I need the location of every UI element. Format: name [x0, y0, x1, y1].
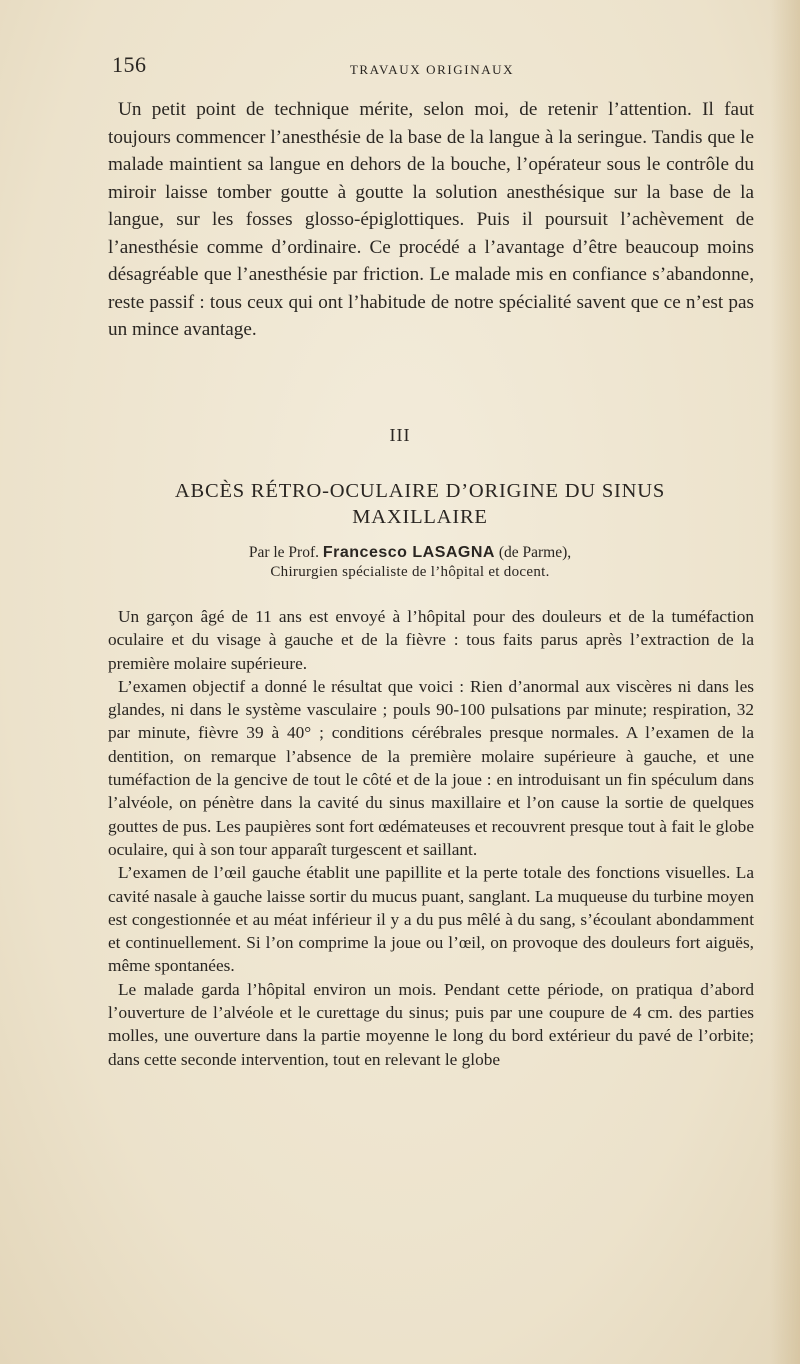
article-title-line-1: ABCÈS RÉTRO-OCULAIRE D’ORIGINE DU SINUS — [174, 480, 666, 502]
byline-suffix: (de Parme), — [498, 544, 572, 561]
page-number: 156 — [112, 52, 147, 77]
body-paragraph-1: Un garçon âgé de 11 ans est envoyé à l’hôpital pour des douleurs et de la tuméfaction oculaire et du visage à gauche et de la fièvre : tous faits parus après l’extraction de la première molaire supérieure. — [108, 607, 754, 673]
intro-text-block — [108, 96, 754, 344]
author-affiliation: Chirurgien spécialiste de l’hôpital et docent. — [270, 564, 550, 580]
article-body — [108, 605, 754, 1071]
intro-paragraph: Un petit point de technique mérite, selon moi, de retenir l’attention. Il faut toujours commencer l’anesthésie de la base de la langue à la seringue. Tandis que le malade maintient sa langue en dehors de la bouche, l’opérateur sous le contrôle du miroir laisse tomber goutte à goutte la solution anesthésique sur la base de la langue, sur les fosses glosso-épiglottiques. Puis il poursuit l’achèvement de l’anesthésie comme d’ordinaire. Ce procédé a l’avantage d’être beaucoup moins désagréable que l’anesthésie par friction. Le malade mis en confiance s’abandonne, reste passif : tous ceux qui ont l’habitude de notre spécialité savent que ce n’est pas un mince avantage. — [108, 99, 754, 340]
body-paragraph-4: Le malade garda l’hôpital environ un mois. Pendant cette période, on pratiqua d’abord l’ouverture de l’alvéole et le curettage du sinus; puis par une coupure de 4 cm. des parties molles, une ouverture dans la partie moyenne le long du bord extérieur du pavé de l’orbite; dans cette seconde intervention, tout en relevant le globe — [108, 979, 754, 1069]
body-paragraph-2: L’examen objectif a donné le résultat que voici : Rien d’anormal aux viscères ni dans les glandes, ni dans le système vasculaire ; pouls 90-100 pulsations par minute; respiration, 32 par minute, fièvre 39 à 40° ; conditions cérébrales presque normales. A l’examen de la dentition, on remarque l’absence de la première molaire supérieure à gauche, et une tuméfaction de la gencive de tout le côté et de la joue : en introduisant un fin spéculum dans l’alvéole, on pénètre dans la cavité du sinus maxillaire et l’on cause la sortie de quelques gouttes de pus. Les paupières sont fort œdémateuses et recouvrent presque tout à fait le globe oculaire, qui à son tour apparaît turgescent et saillant. — [108, 676, 754, 859]
page-header — [112, 52, 752, 82]
body-paragraph-3: L’examen de l’œil gauche établit une papillite et la perte totale des fonctions visuelles. La cavité nasale à gauche laisse sortir du mucus puant, sanglant. La muqueuse du turbine moyen est congestionnée et au méat inférieur il y a du pus mêlé à du sang, s’écoulant abondamment et continuellement. Si l’on comprime la joue ou l’œil, on provoque des douleurs fort aiguës, même spontanées. — [108, 863, 754, 976]
article-title-line-2: MAXILLAIRE — [352, 506, 488, 528]
running-title: TRAVAUX ORIGINAUX — [349, 62, 515, 77]
byline — [100, 542, 720, 563]
article-title — [100, 478, 740, 530]
page-edge-shading — [770, 0, 800, 1364]
author-name: Francesco LASAGNA — [322, 544, 495, 561]
section-number: III — [389, 425, 411, 445]
byline-prefix: Par le Prof. — [248, 544, 319, 561]
